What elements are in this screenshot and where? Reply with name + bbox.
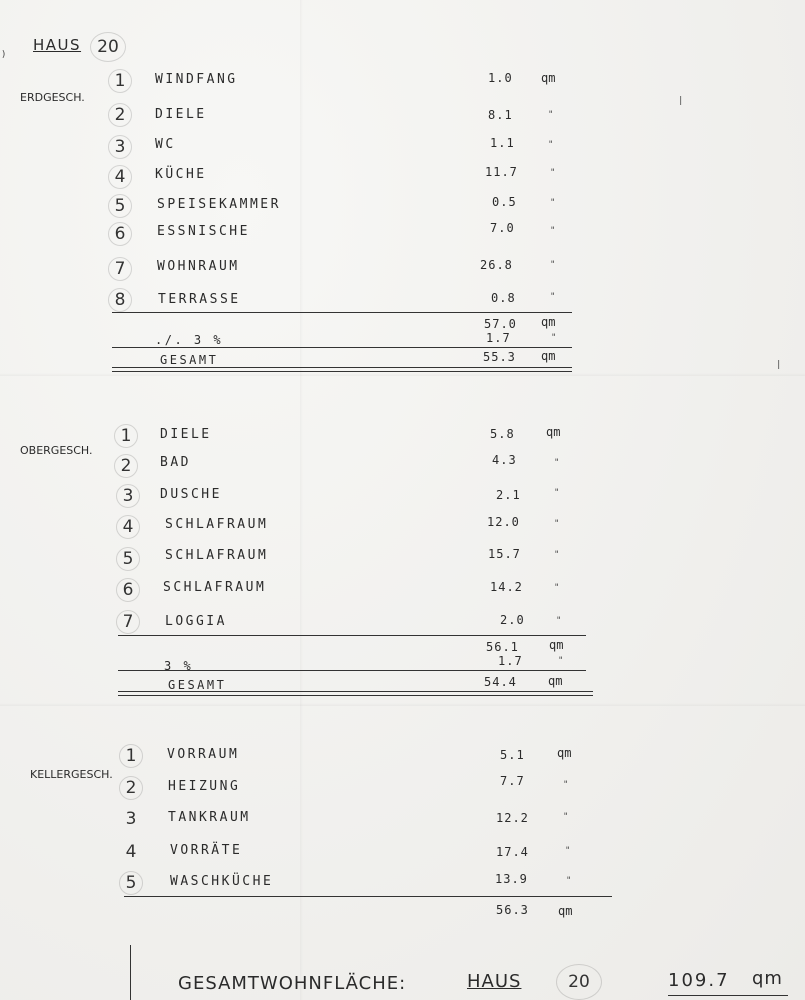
room-area: 12.2: [496, 811, 529, 825]
subtotal-value: 57.0: [484, 317, 517, 331]
rule-line: [118, 635, 586, 636]
room-name: TERRASSE: [158, 292, 241, 307]
room-number: 5: [108, 194, 132, 218]
room-area: 5.1: [500, 748, 525, 762]
room-name: SCHLAFRAUM: [165, 548, 269, 563]
room-area: 17.4: [496, 845, 529, 859]
room-area: 0.5: [492, 195, 517, 209]
gesamtwohnflaeche-unit: qm: [752, 968, 783, 989]
room-number: 1: [114, 424, 138, 448]
stray-mark: |: [678, 96, 684, 106]
deduction-label: 3 %: [164, 659, 194, 673]
ditto-mark: ": [550, 226, 556, 236]
ditto-mark: ": [563, 780, 569, 790]
room-name: WINDFANG: [155, 72, 238, 87]
footer-haus-number-circle: 20: [556, 964, 602, 1000]
ditto-mark: ": [565, 846, 571, 856]
room-number: 8: [108, 288, 132, 312]
total-label: GESAMT: [168, 678, 227, 692]
room-number: 4: [125, 842, 137, 862]
haus-number-circle: 20: [90, 32, 126, 62]
rule-line: [124, 896, 612, 897]
room-number: 1: [108, 69, 132, 93]
haus-label: HAUS: [33, 36, 82, 54]
total-label: GESAMT: [160, 353, 219, 367]
room-number: 2: [114, 454, 138, 478]
room-area: 2.1: [496, 488, 521, 502]
room-number: 3: [125, 809, 137, 829]
rule-line: [112, 312, 572, 313]
room-area: 8.1: [488, 108, 513, 122]
room-unit: qm: [557, 746, 572, 760]
room-name: VORRÄTE: [170, 843, 243, 858]
room-name: BAD: [160, 455, 191, 470]
room-number: 2: [108, 103, 132, 127]
ditto-mark: ": [548, 110, 554, 120]
margin-line: [130, 945, 131, 1000]
subtotal-unit: qm: [541, 315, 556, 329]
ditto-mark: ": [554, 519, 560, 529]
total-value: 55.3: [483, 350, 516, 364]
double-rule: [112, 367, 572, 372]
room-number: 4: [108, 165, 132, 189]
room-name: DIELE: [160, 427, 212, 442]
room-number: 6: [108, 222, 132, 246]
ditto-mark: ": [550, 168, 556, 178]
room-area: 4.3: [492, 453, 517, 467]
gesamtwohnflaeche-value: 109.7: [668, 970, 730, 991]
rule-line: [112, 347, 572, 348]
total-unit: qm: [558, 904, 573, 918]
room-name: WC: [155, 137, 176, 152]
room-number: 4: [116, 515, 140, 539]
room-area: 11.7: [485, 165, 518, 179]
total-unit: qm: [548, 674, 563, 688]
deduction-label: ./. 3 %: [155, 333, 224, 347]
room-area: 5.8: [490, 427, 515, 441]
room-name: VORRAUM: [167, 747, 240, 762]
room-number: 1: [119, 744, 143, 768]
gesamtwohnflaeche-label: GESAMTWOHNFLÄCHE:: [178, 973, 407, 994]
room-name: WOHNRAUM: [157, 259, 240, 274]
room-number: 5: [119, 871, 143, 895]
room-name: DUSCHE: [160, 487, 222, 502]
floor-label-obergeschoss: OBERGESCH.: [20, 444, 93, 457]
room-area: 14.2: [490, 580, 523, 594]
room-area: 26.8: [480, 258, 513, 272]
ditto-mark: ": [550, 260, 556, 270]
ditto-mark: ": [551, 333, 557, 343]
room-name: WASCHKÜCHE: [170, 874, 274, 889]
room-area: 2.0: [500, 613, 525, 627]
room-unit: qm: [541, 71, 556, 85]
room-name: SCHLAFRAUM: [163, 580, 267, 595]
room-number: 5: [116, 547, 140, 571]
footer-underline: [668, 995, 788, 996]
ditto-mark: ": [554, 488, 560, 498]
room-name: KÜCHE: [155, 167, 207, 182]
room-unit: qm: [546, 425, 561, 439]
ditto-mark: ": [566, 876, 572, 886]
room-area: 1.1: [490, 136, 515, 150]
room-name: ESSNISCHE: [157, 224, 250, 239]
ditto-mark: ": [550, 292, 556, 302]
room-number: 3: [116, 484, 140, 508]
stray-mark: ): [1, 50, 7, 60]
ditto-mark: ": [548, 140, 554, 150]
room-area: 7.0: [490, 221, 515, 235]
floor-label-kellergeschoss: KELLERGESCH.: [30, 768, 113, 781]
room-name: SPEISEKAMMER: [157, 197, 281, 212]
room-number: 7: [108, 257, 132, 281]
footer-haus-label: HAUS: [467, 971, 522, 992]
room-name: TANKRAUM: [168, 810, 251, 825]
rule-line: [118, 670, 586, 671]
ditto-mark: ": [558, 656, 564, 666]
room-area: 1.0: [488, 71, 513, 85]
ditto-mark: ": [554, 583, 560, 593]
room-name: SCHLAFRAUM: [165, 517, 269, 532]
ditto-mark: ": [554, 550, 560, 560]
subtotal-unit: qm: [549, 638, 564, 652]
ditto-mark: ": [550, 198, 556, 208]
total-unit: qm: [541, 349, 556, 363]
stray-mark: |: [776, 360, 782, 370]
room-area: 13.9: [495, 872, 528, 886]
ditto-mark: ": [563, 812, 569, 822]
ditto-mark: ": [554, 458, 560, 468]
room-area: 0.8: [491, 291, 516, 305]
room-area: 12.0: [487, 515, 520, 529]
room-name: LOGGIA: [165, 614, 227, 629]
floor-label-erdgeschoss: ERDGESCH.: [20, 91, 85, 104]
room-number: 6: [116, 578, 140, 602]
room-number: 2: [119, 776, 143, 800]
total-value: 54.4: [484, 675, 517, 689]
deduction-value: 1.7: [498, 654, 523, 668]
room-area: 15.7: [488, 547, 521, 561]
deduction-value: 1.7: [486, 331, 511, 345]
ditto-mark: ": [556, 616, 562, 626]
total-value: 56.3: [496, 903, 529, 917]
room-number: 7: [116, 610, 140, 634]
room-number: 3: [108, 135, 132, 159]
subtotal-value: 56.1: [486, 640, 519, 654]
room-name: HEIZUNG: [168, 779, 241, 794]
double-rule: [118, 691, 593, 696]
room-name: DIELE: [155, 107, 207, 122]
room-area: 7.7: [500, 774, 525, 788]
